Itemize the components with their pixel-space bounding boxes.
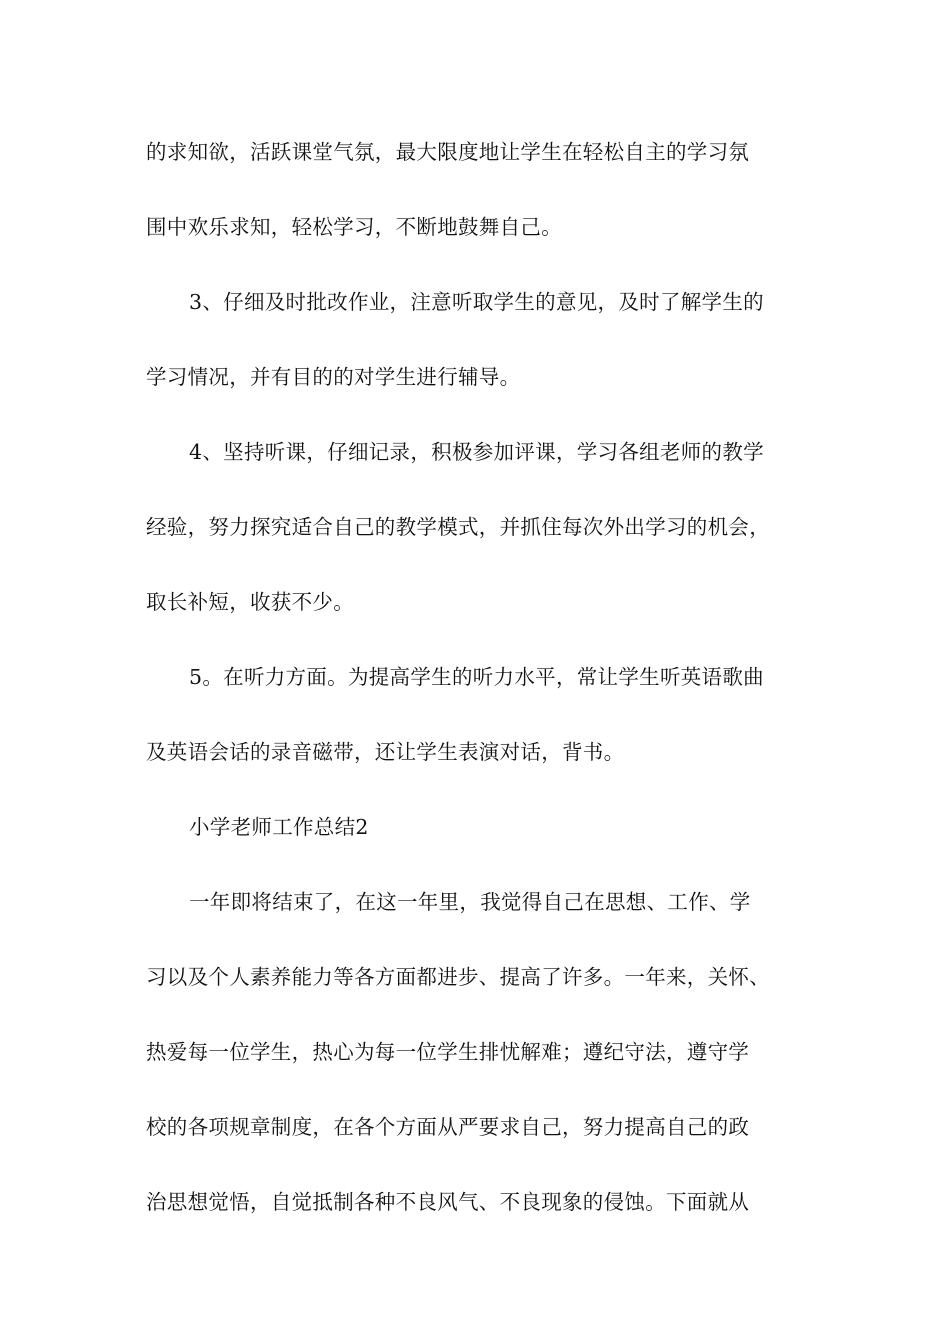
text-line: 学习情况，并有目的的对学生进行辅导。 bbox=[146, 365, 521, 389]
text-line: 习以及个人素养能力等各方面都进步、提高了许多。一年来，关怀、 bbox=[146, 965, 770, 989]
text-line: 取长补短，收获不少。 bbox=[146, 590, 354, 614]
text-line: 的求知欲，活跃课堂气氛，最大限度地让学生在轻松自主的学习氛 bbox=[146, 140, 750, 164]
text-line: 治思想觉悟，自觉抵制各种不良风气、不良现象的侵蚀。下面就从 bbox=[146, 1190, 750, 1214]
text-line: 校的各项规章制度，在各个方面从严要求自己，努力提高自己的政 bbox=[146, 1115, 750, 1139]
section-heading: 小学老师工作总结2 bbox=[189, 815, 369, 839]
text-line: 及英语会话的录音磁带，还让学生表演对话，背书。 bbox=[146, 740, 625, 764]
text-line: 5。在听力方面。为提高学生的听力水平，常让学生听英语歌曲 bbox=[189, 665, 764, 689]
text-line: 围中欢乐求知，轻松学习，不断地鼓舞自己。 bbox=[146, 215, 562, 239]
text-line: 热爱每一位学生，热心为每一位学生排忧解难；遵纪守法，遵守学 bbox=[146, 1040, 750, 1064]
text-line: 3、仔细及时批改作业，注意听取学生的意见，及时了解学生的 bbox=[189, 290, 764, 314]
text-line: 4、坚持听课，仔细记录，积极参加评课，学习各组老师的教学 bbox=[189, 440, 764, 464]
text-line: 经验，努力探究适合自己的教学模式，并抓住每次外出学习的机会， bbox=[146, 515, 770, 539]
text-line: 一年即将结束了，在这一年里，我觉得自己在思想、工作、学 bbox=[189, 890, 751, 914]
